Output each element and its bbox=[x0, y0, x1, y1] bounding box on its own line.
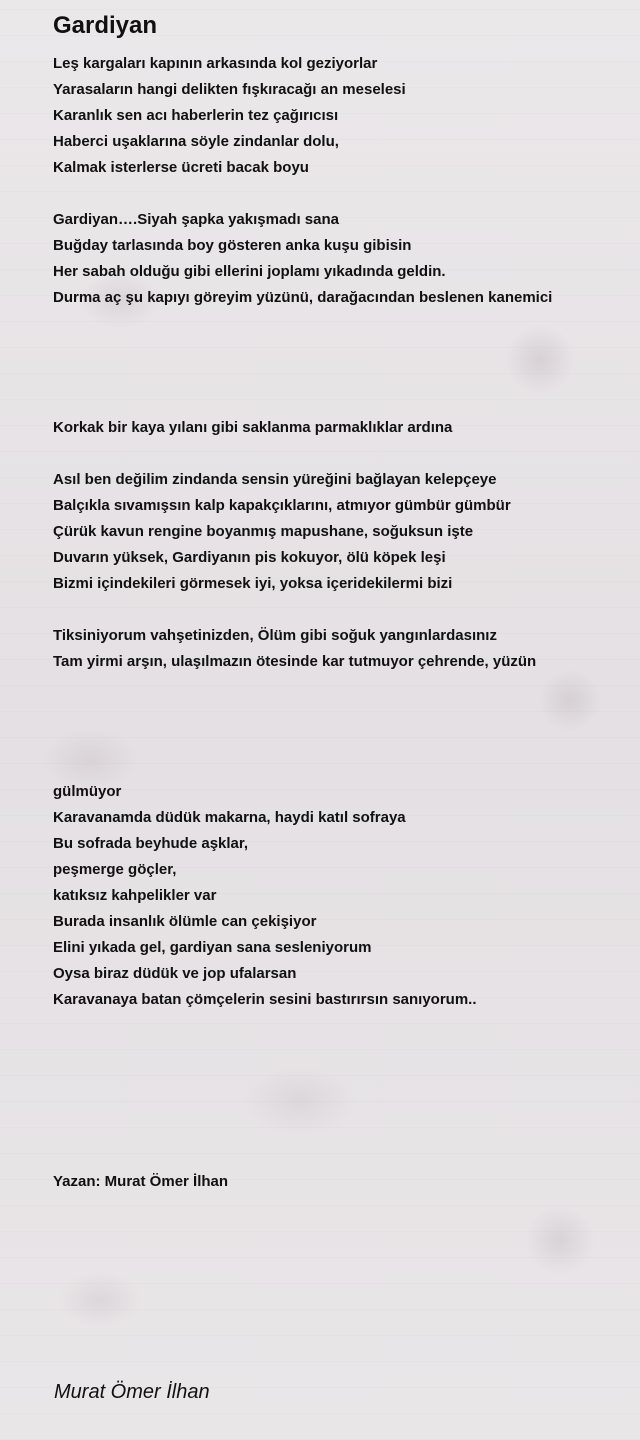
poem-line: Karavanamda düdük makarna, haydi katıl sofraya bbox=[53, 809, 406, 826]
poem-line: Her sabah olduğu gibi ellerini joplamı yıkadında geldin. bbox=[53, 263, 446, 280]
poem-stanza-break bbox=[53, 441, 633, 467]
poem-line: Yazan: Murat Ömer İlhan bbox=[53, 1173, 229, 1190]
poem-line: Durma aç şu kapıyı göreyim yüzünü, darağacından beslenen kanemici bbox=[53, 289, 553, 306]
poem-line: katıksız kahpelikler var bbox=[53, 887, 217, 904]
poem-stanza-break bbox=[53, 1143, 633, 1169]
poem-stanza-break bbox=[53, 311, 633, 337]
poem-stanza-break bbox=[53, 1013, 633, 1039]
poem-line: gülmüyor bbox=[53, 783, 122, 800]
poem-line: Duvarın yüksek, Gardiyanın pis kokuyor, ölü köpek leşi bbox=[53, 549, 446, 566]
poem-stanza-break bbox=[53, 363, 633, 389]
poem-line: Tam yirmi arşın, ulaşılmazın ötesinde kar tutmuyor çehrende, yüzün bbox=[53, 653, 537, 670]
poem-stanza-break bbox=[53, 675, 633, 701]
poem-stanza-break bbox=[53, 1091, 633, 1117]
poem-line: Çürük kavun rengine boyanmış mapushane, soğuksun işte bbox=[53, 523, 474, 540]
poem-line: Elini yıkada gel, gardiyan sana sesleniyorum bbox=[53, 939, 372, 956]
poem-stanza-break bbox=[53, 1065, 633, 1091]
poem-stanza-break bbox=[53, 701, 633, 727]
poem-stanza-break bbox=[53, 1117, 633, 1143]
poem-title: Gardiyan bbox=[53, 12, 158, 39]
poem-line: Asıl ben değilim zindanda sensin yüreğini bağlayan kelepçeye bbox=[53, 471, 497, 488]
poem-line: Karavanaya batan çömçelerin sesini bastırırsın sanıyorum.. bbox=[53, 991, 477, 1008]
poem-body bbox=[53, 51, 633, 1195]
poem-line: Korkak bir kaya yılanı gibi saklanma parmaklıklar ardına bbox=[53, 419, 453, 436]
poem-line: Buğday tarlasında boy gösteren anka kuşu gibisin bbox=[53, 237, 412, 254]
poem-line: Burada insanlık ölümle can çekişiyor bbox=[53, 913, 317, 930]
poem-line: peşmerge göçler, bbox=[53, 861, 177, 878]
poem-line: Balçıkla sıvamışsın kalp kapakçıklarını, atmıyor gümbür gümbür bbox=[53, 497, 511, 514]
author-signature: Murat Ömer İlhan bbox=[54, 1381, 210, 1403]
poem-line: Tiksiniyorum vahşetinizden, Ölüm gibi soğuk yangınlardasınız bbox=[53, 627, 497, 644]
poem-line: Yarasaların hangi delikten fışkıracağı an meselesi bbox=[53, 81, 406, 98]
poem-line: Kalmak isterlerse ücreti bacak boyu bbox=[53, 159, 309, 176]
poem-line: Bu sofrada beyhude aşklar, bbox=[53, 835, 249, 852]
poem-stanza-break bbox=[53, 597, 633, 623]
poem-line: Karanlık sen acı haberlerin tez çağırıcısı bbox=[53, 107, 339, 124]
poem-stanza-break bbox=[53, 753, 633, 779]
poem-line: Haberci uşaklarına söyle zindanlar dolu, bbox=[53, 133, 339, 150]
poem-line: Leş kargaları kapının arkasında kol geziyorlar bbox=[53, 55, 378, 72]
poem-line: Bizmi içindekileri görmesek iyi, yoksa içeridekilermi bizi bbox=[53, 575, 453, 592]
poem-line: Gardiyan….Siyah şapka yakışmadı sana bbox=[53, 211, 339, 228]
poem-stanza-break bbox=[53, 181, 633, 207]
poem-stanza-break bbox=[53, 1039, 633, 1065]
poem-stanza-break bbox=[53, 727, 633, 753]
poem-stanza-break bbox=[53, 389, 633, 415]
poem-line: Oysa biraz düdük ve jop ufalarsan bbox=[53, 965, 297, 982]
poem-stanza-break bbox=[53, 337, 633, 363]
